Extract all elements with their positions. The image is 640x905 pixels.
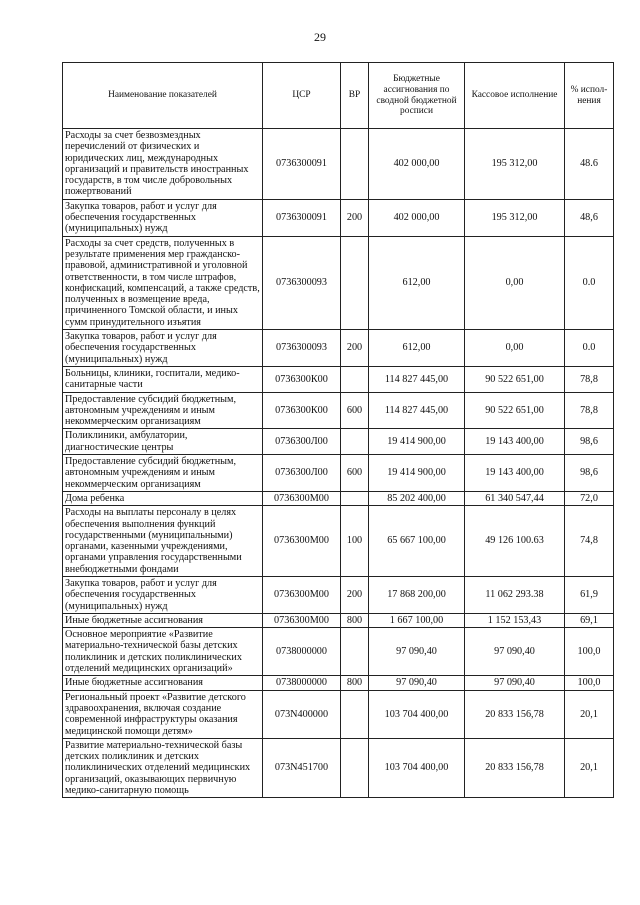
row-vr: [341, 129, 369, 200]
row-cash: 97 090,40: [465, 628, 565, 676]
row-budget: 97 090,40: [369, 628, 465, 676]
row-csr: 0736300093: [263, 330, 341, 367]
row-vr: 100: [341, 506, 369, 577]
header-row: [63, 63, 614, 129]
row-name: Предоставление субсидий бюджетным, автономным учреждениям и иным некоммерческим организациям: [63, 455, 263, 492]
row-name: Региональный проект «Развитие детского здравоохранения, включая создание современной инфраструктуры оказания медицинской помощи детям»: [63, 690, 263, 738]
row-percent: 48.6: [565, 129, 614, 200]
row-csr: 073N400000: [263, 690, 341, 738]
row-csr: 0736300М00: [263, 506, 341, 577]
row-vr: [341, 738, 369, 797]
row-percent: 100,0: [565, 628, 614, 676]
row-name: Предоставление субсидий бюджетным, автономным учреждениям и иным некоммерческим организациям: [63, 392, 263, 429]
row-percent: 69,1: [565, 613, 614, 627]
row-budget: 103 704 400,00: [369, 738, 465, 797]
table-row: [63, 366, 614, 392]
row-percent: 98,6: [565, 429, 614, 455]
row-cash: 0,00: [465, 330, 565, 367]
row-csr: 0736300091: [263, 199, 341, 236]
row-name: Дома ребенка: [63, 491, 263, 505]
row-name: Поликлиники, амбулатории, диагностические центры: [63, 429, 263, 455]
table-row: [63, 676, 614, 690]
row-percent: 74,8: [565, 506, 614, 577]
row-percent: 100,0: [565, 676, 614, 690]
row-name: Иные бюджетные ассигнования: [63, 613, 263, 627]
row-vr: [341, 236, 369, 329]
row-name: Развитие материально-технической базы детских поликлиник и детских поликлинических отделений медицинских организаций, оказывающих первичную медико-санитарную помощь: [63, 738, 263, 797]
row-budget: 103 704 400,00: [369, 690, 465, 738]
row-name: Иные бюджетные ассигнования: [63, 676, 263, 690]
row-csr: 0738000000: [263, 676, 341, 690]
table-row: [63, 199, 614, 236]
row-csr: 0736300К00: [263, 366, 341, 392]
row-percent: 48,6: [565, 199, 614, 236]
row-vr: [341, 429, 369, 455]
table-row: [63, 491, 614, 505]
header-cash: Кассовое исполнение: [465, 63, 565, 129]
row-vr: 200: [341, 330, 369, 367]
row-vr: 200: [341, 576, 369, 613]
row-percent: 78,8: [565, 392, 614, 429]
table-row: [63, 455, 614, 492]
table-row: [63, 628, 614, 676]
row-vr: 200: [341, 199, 369, 236]
row-percent: 98,6: [565, 455, 614, 492]
table-row: [63, 738, 614, 797]
row-csr: 0736300093: [263, 236, 341, 329]
row-name: Закупка товаров, работ и услуг для обеспечения государственных (муниципальных) нужд: [63, 576, 263, 613]
row-vr: 600: [341, 392, 369, 429]
table-row: [63, 576, 614, 613]
header-budget: Бюджетные ассигнования по сводной бюджетной росписи: [369, 63, 465, 129]
header-csr: ЦСР: [263, 63, 341, 129]
row-csr: 0736300Л00: [263, 455, 341, 492]
row-percent: 61,9: [565, 576, 614, 613]
row-vr: [341, 690, 369, 738]
row-csr: 0738000000: [263, 628, 341, 676]
row-name: Расходы на выплаты персоналу в целях обеспечения выполнения функций государственными (муниципальными) органами, казенными учреждениями, органами управления государственными внебюджетными фондами: [63, 506, 263, 577]
row-csr: 0736300Л00: [263, 429, 341, 455]
header-percent: % испол-нения: [565, 63, 614, 129]
row-budget: 402 000,00: [369, 129, 465, 200]
row-cash: 19 143 400,00: [465, 455, 565, 492]
row-cash: 20 833 156,78: [465, 690, 565, 738]
row-cash: 90 522 651,00: [465, 392, 565, 429]
row-budget: 19 414 900,00: [369, 455, 465, 492]
row-cash: 0,00: [465, 236, 565, 329]
row-vr: 600: [341, 455, 369, 492]
row-name: Расходы за счет средств, полученных в результате применения мер гражданско-правовой, административной и уголовной ответственности, в том числе штрафов, конфискаций, компенсаций, а также средств, полученных в возмещение вреда, причиненного Томской области, и иных сумм принудительного изъятия: [63, 236, 263, 329]
row-budget: 114 827 445,00: [369, 392, 465, 429]
row-name: Основное мероприятие «Развитие материально-технической базы детских поликлиник и детских поликлинических отделений медицинских организаций»: [63, 628, 263, 676]
row-cash: 49 126 100.63: [465, 506, 565, 577]
table-row: [63, 129, 614, 200]
budget-table: [62, 62, 614, 798]
row-budget: 85 202 400,00: [369, 491, 465, 505]
row-csr: 0736300М00: [263, 491, 341, 505]
row-cash: 20 833 156,78: [465, 738, 565, 797]
row-cash: 1 152 153,43: [465, 613, 565, 627]
row-cash: 195 312,00: [465, 129, 565, 200]
row-budget: 402 000,00: [369, 199, 465, 236]
row-percent: 0.0: [565, 330, 614, 367]
row-budget: 19 414 900,00: [369, 429, 465, 455]
row-csr: 0736300091: [263, 129, 341, 200]
row-budget: 114 827 445,00: [369, 366, 465, 392]
row-budget: 612,00: [369, 236, 465, 329]
row-csr: 0736300К00: [263, 392, 341, 429]
row-name: Расходы за счет безвозмездных перечислений от физических и юридических лиц, международных организаций и правительств иностранных государств, в том числе добровольных пожертвований: [63, 129, 263, 200]
header-name: Наименование показателей: [63, 63, 263, 129]
row-csr: 0736300М00: [263, 613, 341, 627]
row-vr: [341, 491, 369, 505]
row-name: Закупка товаров, работ и услуг для обеспечения государственных (муниципальных) нужд: [63, 199, 263, 236]
header-vr: ВР: [341, 63, 369, 129]
table-row: [63, 690, 614, 738]
row-cash: 61 340 547,44: [465, 491, 565, 505]
page-number: 29: [314, 30, 326, 44]
row-cash: 90 522 651,00: [465, 366, 565, 392]
table-row: [63, 429, 614, 455]
row-vr: [341, 628, 369, 676]
row-cash: 11 062 293.38: [465, 576, 565, 613]
row-vr: [341, 366, 369, 392]
row-percent: 72,0: [565, 491, 614, 505]
row-cash: 19 143 400,00: [465, 429, 565, 455]
row-budget: 17 868 200,00: [369, 576, 465, 613]
row-name: Закупка товаров, работ и услуг для обеспечения государственных (муниципальных) нужд: [63, 330, 263, 367]
table-row: [63, 236, 614, 329]
row-vr: 800: [341, 676, 369, 690]
table-row: [63, 392, 614, 429]
row-budget: 1 667 100,00: [369, 613, 465, 627]
row-percent: 78,8: [565, 366, 614, 392]
row-budget: 65 667 100,00: [369, 506, 465, 577]
row-cash: 195 312,00: [465, 199, 565, 236]
table-row: [63, 330, 614, 367]
row-vr: 800: [341, 613, 369, 627]
row-csr: 0736300М00: [263, 576, 341, 613]
row-percent: 20,1: [565, 690, 614, 738]
table-row: [63, 506, 614, 577]
row-budget: 97 090,40: [369, 676, 465, 690]
row-budget: 612,00: [369, 330, 465, 367]
table-row: [63, 613, 614, 627]
row-cash: 97 090,40: [465, 676, 565, 690]
row-name: Больницы, клиники, госпитали, медико-санитарные части: [63, 366, 263, 392]
row-csr: 073N451700: [263, 738, 341, 797]
row-percent: 20,1: [565, 738, 614, 797]
row-percent: 0.0: [565, 236, 614, 329]
